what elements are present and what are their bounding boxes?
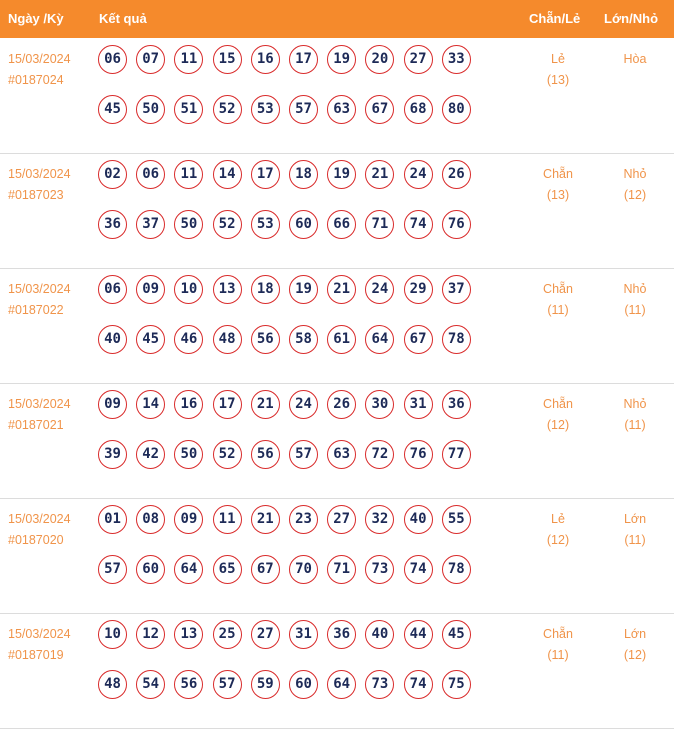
chan-le-cell xyxy=(528,164,588,206)
lon-nho-value: Lớn xyxy=(623,627,647,641)
draw-date: 15/03/2024 xyxy=(8,512,71,526)
chan-le-count: (11) xyxy=(547,303,569,317)
chan-le-count: (11) xyxy=(547,648,569,662)
number-ball: 73 xyxy=(365,670,394,699)
draw-date: 15/03/2024 xyxy=(8,282,71,296)
number-ball: 48 xyxy=(98,670,127,699)
lon-nho-value: Nhỏ xyxy=(623,397,647,411)
number-ball: 27 xyxy=(404,45,433,74)
chan-le-count: (12) xyxy=(546,418,570,432)
lon-nho-count: (12) xyxy=(623,188,647,202)
number-ball: 63 xyxy=(327,95,356,124)
lon-nho-cell xyxy=(605,624,665,666)
number-ball: 20 xyxy=(365,45,394,74)
draw-date-cell xyxy=(8,509,71,551)
number-ball: 74 xyxy=(404,210,433,239)
number-ball: 10 xyxy=(174,275,203,304)
lon-nho-cell xyxy=(605,49,665,70)
number-ball: 37 xyxy=(136,210,165,239)
number-ball: 78 xyxy=(442,555,471,584)
chan-le-count: (13) xyxy=(546,73,570,87)
table-row xyxy=(0,613,674,729)
number-ball: 11 xyxy=(174,160,203,189)
number-ball: 52 xyxy=(213,440,242,469)
number-ball: 17 xyxy=(251,160,280,189)
number-ball: 16 xyxy=(174,390,203,419)
number-ball: 52 xyxy=(213,210,242,239)
number-ball: 73 xyxy=(365,555,394,584)
number-ball: 60 xyxy=(289,670,318,699)
draw-date-cell xyxy=(8,279,71,321)
number-ball: 57 xyxy=(289,440,318,469)
number-ball: 60 xyxy=(289,210,318,239)
number-ball: 48 xyxy=(213,325,242,354)
number-ball: 46 xyxy=(174,325,203,354)
number-ball: 57 xyxy=(289,95,318,124)
number-ball: 08 xyxy=(136,505,165,534)
number-ball: 26 xyxy=(327,390,356,419)
number-ball: 06 xyxy=(98,45,127,74)
number-ball: 11 xyxy=(174,45,203,74)
number-ball: 18 xyxy=(251,275,280,304)
lon-nho-cell xyxy=(605,279,665,321)
number-ball: 14 xyxy=(213,160,242,189)
number-ball: 57 xyxy=(213,670,242,699)
number-ball: 60 xyxy=(136,555,165,584)
table-row xyxy=(0,38,674,154)
number-ball: 77 xyxy=(442,440,471,469)
chan-le-cell xyxy=(528,394,588,436)
number-ball: 45 xyxy=(442,620,471,649)
number-ball: 57 xyxy=(98,555,127,584)
number-ball: 76 xyxy=(404,440,433,469)
lon-nho-cell xyxy=(605,509,665,551)
lon-nho-cell xyxy=(605,394,665,436)
number-ball: 56 xyxy=(174,670,203,699)
draw-date: 15/03/2024 xyxy=(8,627,71,641)
draw-id: #0187023 xyxy=(8,188,64,202)
number-ball: 13 xyxy=(174,620,203,649)
table-row xyxy=(0,383,674,499)
header-date-label: Ngày /Kỳ xyxy=(8,11,64,26)
lon-nho-count: (12) xyxy=(623,648,647,662)
number-ball: 02 xyxy=(98,160,127,189)
number-ball: 21 xyxy=(251,390,280,419)
header-result-label: Kết quả xyxy=(99,11,147,26)
number-ball: 68 xyxy=(404,95,433,124)
chan-le-value: Chẵn xyxy=(543,167,573,181)
number-ball: 53 xyxy=(251,95,280,124)
number-ball: 45 xyxy=(98,95,127,124)
draw-date: 15/03/2024 xyxy=(8,167,71,181)
number-ball: 37 xyxy=(442,275,471,304)
number-ball: 13 xyxy=(213,275,242,304)
number-ball: 16 xyxy=(251,45,280,74)
draw-id: #0187024 xyxy=(8,73,64,87)
number-ball: 19 xyxy=(327,160,356,189)
draw-id: #0187019 xyxy=(8,648,64,662)
number-ball: 64 xyxy=(327,670,356,699)
number-ball: 09 xyxy=(136,275,165,304)
number-ball: 06 xyxy=(98,275,127,304)
number-ball: 17 xyxy=(289,45,318,74)
chan-le-value: Lẻ xyxy=(551,512,565,526)
chan-le-value: Chẵn xyxy=(543,282,573,296)
number-ball: 40 xyxy=(404,505,433,534)
number-ball: 23 xyxy=(289,505,318,534)
table-row xyxy=(0,268,674,384)
number-ball: 63 xyxy=(327,440,356,469)
lon-nho-count: (11) xyxy=(624,303,646,317)
number-ball: 40 xyxy=(365,620,394,649)
number-ball: 27 xyxy=(251,620,280,649)
lon-nho-value: Nhỏ xyxy=(623,282,647,296)
number-ball: 75 xyxy=(442,670,471,699)
chan-le-count: (13) xyxy=(546,188,570,202)
number-ball: 64 xyxy=(174,555,203,584)
number-ball: 56 xyxy=(251,440,280,469)
number-ball: 24 xyxy=(365,275,394,304)
lon-nho-count: (11) xyxy=(624,533,646,547)
number-ball: 09 xyxy=(174,505,203,534)
number-ball: 30 xyxy=(365,390,394,419)
number-ball: 31 xyxy=(289,620,318,649)
number-ball: 67 xyxy=(251,555,280,584)
number-ball: 74 xyxy=(404,555,433,584)
number-ball: 78 xyxy=(442,325,471,354)
draw-date-cell xyxy=(8,394,71,436)
chan-le-cell xyxy=(528,624,588,666)
number-ball: 53 xyxy=(251,210,280,239)
lon-nho-value: Lớn xyxy=(623,512,647,526)
draw-id: #0187021 xyxy=(8,418,64,432)
draw-date-cell xyxy=(8,49,71,91)
number-ball: 18 xyxy=(289,160,318,189)
number-ball: 58 xyxy=(289,325,318,354)
number-ball: 54 xyxy=(136,670,165,699)
number-ball: 36 xyxy=(98,210,127,239)
number-ball: 40 xyxy=(98,325,127,354)
number-ball: 50 xyxy=(174,440,203,469)
number-ball: 56 xyxy=(251,325,280,354)
number-ball: 71 xyxy=(327,555,356,584)
draw-id: #0187020 xyxy=(8,533,64,547)
header-lon-nho-label: Lớn/Nhỏ xyxy=(604,11,659,26)
number-ball: 33 xyxy=(442,45,471,74)
number-ball: 67 xyxy=(404,325,433,354)
chan-le-cell xyxy=(528,509,588,551)
number-ball: 39 xyxy=(98,440,127,469)
number-ball: 24 xyxy=(289,390,318,419)
number-ball: 59 xyxy=(251,670,280,699)
number-ball: 80 xyxy=(442,95,471,124)
number-ball: 50 xyxy=(174,210,203,239)
number-ball: 21 xyxy=(365,160,394,189)
number-ball: 15 xyxy=(213,45,242,74)
table-row xyxy=(0,153,674,269)
number-ball: 19 xyxy=(327,45,356,74)
number-ball: 11 xyxy=(213,505,242,534)
lon-nho-count: (11) xyxy=(624,418,646,432)
number-ball: 19 xyxy=(289,275,318,304)
lon-nho-cell xyxy=(605,164,665,206)
number-ball: 06 xyxy=(136,160,165,189)
number-ball: 09 xyxy=(98,390,127,419)
number-ball: 45 xyxy=(136,325,165,354)
number-ball: 55 xyxy=(442,505,471,534)
number-ball: 32 xyxy=(365,505,394,534)
number-ball: 44 xyxy=(404,620,433,649)
number-ball: 51 xyxy=(174,95,203,124)
number-ball: 72 xyxy=(365,440,394,469)
chan-le-cell xyxy=(528,279,588,321)
number-ball: 26 xyxy=(442,160,471,189)
number-ball: 70 xyxy=(289,555,318,584)
lon-nho-value: Nhỏ xyxy=(623,167,647,181)
number-ball: 29 xyxy=(404,275,433,304)
number-ball: 66 xyxy=(327,210,356,239)
number-ball: 36 xyxy=(327,620,356,649)
number-ball: 67 xyxy=(365,95,394,124)
number-ball: 24 xyxy=(404,160,433,189)
draw-id: #0187022 xyxy=(8,303,64,317)
chan-le-value: Chẵn xyxy=(543,397,573,411)
draw-date-cell xyxy=(8,164,71,206)
number-ball: 65 xyxy=(213,555,242,584)
number-ball: 36 xyxy=(442,390,471,419)
number-ball: 52 xyxy=(213,95,242,124)
draw-date-cell xyxy=(8,624,71,666)
table-row xyxy=(0,498,674,614)
number-ball: 61 xyxy=(327,325,356,354)
number-ball: 27 xyxy=(327,505,356,534)
number-ball: 10 xyxy=(98,620,127,649)
number-ball: 31 xyxy=(404,390,433,419)
draw-date: 15/03/2024 xyxy=(8,52,71,66)
table-header xyxy=(0,0,674,38)
number-ball: 25 xyxy=(213,620,242,649)
number-ball: 64 xyxy=(365,325,394,354)
number-ball: 21 xyxy=(251,505,280,534)
chan-le-cell xyxy=(528,49,588,91)
draw-date: 15/03/2024 xyxy=(8,397,71,411)
number-ball: 21 xyxy=(327,275,356,304)
number-ball: 12 xyxy=(136,620,165,649)
number-ball: 50 xyxy=(136,95,165,124)
number-ball: 14 xyxy=(136,390,165,419)
chan-le-count: (12) xyxy=(546,533,570,547)
number-ball: 01 xyxy=(98,505,127,534)
number-ball: 74 xyxy=(404,670,433,699)
number-ball: 76 xyxy=(442,210,471,239)
number-ball: 07 xyxy=(136,45,165,74)
number-ball: 17 xyxy=(213,390,242,419)
lon-nho-value: Hòa xyxy=(623,52,647,66)
chan-le-value: Lẻ xyxy=(551,52,565,66)
header-chan-le-label: Chẵn/Lẻ xyxy=(529,11,581,26)
number-ball: 42 xyxy=(136,440,165,469)
chan-le-value: Chẵn xyxy=(543,627,573,641)
number-ball: 71 xyxy=(365,210,394,239)
